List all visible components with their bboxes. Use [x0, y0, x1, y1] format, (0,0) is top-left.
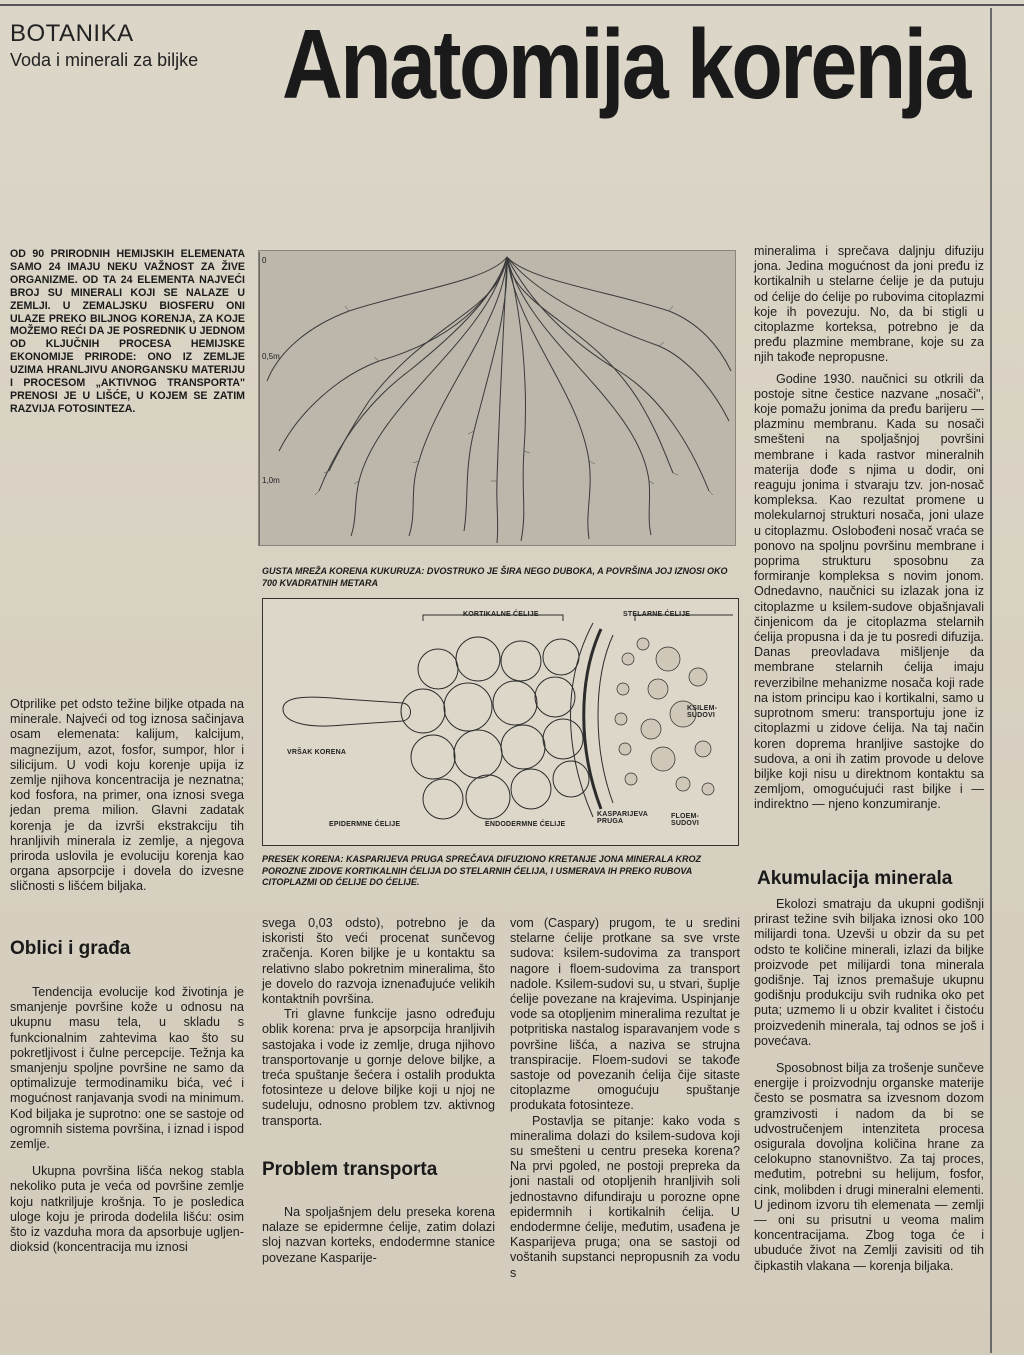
column-4-upper — [754, 244, 984, 813]
diagram-caption: PRESEK KORENA: KASPARIJEVA PRUGA SPREČAVA DIFUZIONO KRETANJE JONA MINERALA KROZ POROZNE ZIDOVE KORTIKALNIH ĆELIJA DO STELARNIH ĆELIJA, I USMERAVA IH PREKO RUBOVA CITOPLAZMI OD ĆELIJE DO ĆELIJE. — [262, 854, 702, 887]
paragraph: Tri glavne funkcije jasno određuju oblik korena: prva je apsorpcija hranljivih sastojaka i vode iz zemlje, druga njihovo transportovanje u gornje delove biljke, a treća spuštanje šećera i ostalih produkta fotosinteze u delove biljke koji u njoj ne sudeluju, odnosno problem tzv. aktivnog transporta. — [262, 1007, 495, 1128]
corn-root-photo — [258, 250, 736, 546]
paragraph: Tendencija evolucije kod životinja je smanjenje površine kože u odnosu na ukupnu masu tela, u skladu s funkcionalnim zahtevima kao što su pokretljivost i čulne percepcije. Težnja ka smanjenju spoljne površine ne samo da optimalizuje termodinamiku bića, već i mogućnost ranjavanja svodi na minimum. Kod biljaka je suprotno: one se sastoje od ogromnih sistema površina, i iznad i ispod zemlje. — [10, 985, 244, 1152]
article-lead: OD 90 PRIRODNIH HEMIJSKIH ELEMENATA SAMO 24 IMAJU NEKU VAŽNOST ZA ŽIVE ORGANIZME. OD TA 24 ELEMENTA NAJVEĆI BROJ SU MINERALI KOJI SE NALAZE U ZEMLJI. U ZEMALJSKU BIOSFERU ONI ULAZE PREKO BILJNOG KORENJA, ZA KOJE MOŽEMO REĆI DA JE POSREDNIK U JEDNOM OD KLJUČNIH PROCESA HEMIJSKE EKONOMIJE PRIRODE: ONO IZ ZEMLJE UZIMA HRANLJIVU ANORGANSKU MATERIJU I PROCESOM „AKTIVNOG TRANSPORTA" PRENOSI JE U LIŠĆE, U KOJEM SE ZATIM RAZVIJA FOTOSINTEZA. — [10, 248, 245, 415]
paragraph: Postavlja se pitanje: kako voda s mineralima dolazi do ksilem-sudova koji su smešteni u centru preseka korena? Na prvi pgoled, ne postoji prepreka da joni nastali od otopljenih hranljivih soli jednostavno difundiraju u porozne opne epidermnih i kortikalnih ćelija. U endodermne ćelije, međutim, usađena je Kasparijeva pruga; ona se sastoji od voštanih supstanci nepropusnih za vodu s — [510, 1113, 740, 1280]
heading-oblici: Oblici i građa — [10, 938, 131, 959]
depth-label-0: 0 — [262, 256, 267, 265]
heading-problem-transporta: Problem transporta — [262, 1159, 438, 1180]
root-cross-section-diagram — [262, 598, 739, 846]
paragraph: Ukupna površina lišća nekog stabla nekoliko puta je veća od površine zemlje koju natkriljuje krošnja. To je posledica uloge koju je priroda dodelila lišću: osim što iz vazduha mora da apsorbuje ugljen-dioksid (koncentracija mu iznosi — [10, 1164, 244, 1255]
depth-label-one: 1,0m — [262, 476, 280, 485]
label-endodermne: ENDODERMNE ĆELIJE — [485, 821, 566, 828]
label-vrsak: VRŠAK KORENA — [287, 749, 347, 756]
label-kasparijeva: KASPARIJEVA PRUGA — [597, 811, 648, 825]
column-1-upper — [10, 697, 244, 895]
paragraph: Ekolozi smatraju da ukupni godišnji prirast težine svih biljaka iznosi oko 100 milijardi tona. Uzevši u obzir da su pet odsto te količine minerali, izlazi da biljke proizvode pet milijardi tona minerala godišnje. Taj iznos premašuje ukupnu godišnju produkciju svih rudnika oko pet puta; uzmemo li u obzir kvalitet i čistoću proizvedenih minerala, taj odnos se još i povećava. — [754, 897, 984, 1048]
column-2-lower — [262, 1205, 495, 1266]
cross-section-drawing — [263, 599, 738, 845]
paragraph: Sposobnost bilja za trošenje sunčeve energije i proizvodnju organske materije često se posmatra sa izvesnom dozom gramzivosti i nadom da bi se udvostručenjem intenziteta procesa osigurala dovoljna količina hrane za celokupno stanovništvo. Za taj proces, međutim, potrebni su helijum, fosfor, cink, molibden i drugi mineralni elementi. U jedinom izvoru tih elemenata — zemlji — oni su prisutni u veoma malim koncentracijama. Zbog toga će i ubuduće život na Zemlji zavisiti od tih čipkastih vlakana — korenja biljaka. — [754, 1061, 984, 1273]
paragraph: svega 0,03 odsto), potrebno je da iskoristi što veći procenat sunčevog zračenja. Koren biljke je u kontaktu sa relativno slabo pokretnim mineralima, što je dovelo do razvoja iznenađujuće velikih kontaktnih površina. — [262, 916, 495, 1007]
section-label: BOTANIKA — [10, 20, 134, 47]
label-floem: FLOEM-SUDOVI — [671, 813, 700, 827]
paragraph: Na spoljašnjem delu preseka korena nalaze se epidermne ćelije, zatim dolazi sloj nazvan korteks, endodermne stanice povezane Kasparije- — [262, 1205, 495, 1265]
cell-outlines — [283, 623, 613, 819]
paragraph: mineralima i sprečava daljnju difuziju jona. Jedina mogućnost da joni pređu iz kortikalnih u stelarne ćelije je da putuju od ćelije do ćelije po rubovima citoplazmi koje ih povezuju. No, da bi stigli u citoplazme korteksa, potrebno je da pređu plazmine membrane, koje su za njih takođe nepropusne. — [754, 244, 984, 365]
article-title: Anatomija korenja — [282, 9, 969, 119]
column-3 — [510, 916, 740, 1281]
paragraph: Otprilike pet odsto težine biljke otpada na minerale. Najveći od tog iznosa sačinjava osam elemenata: kalijum, kalcijum, magnezijum, azot, fosfor, sumpor, hlor i silicijum. U vodi koju korenje upija iz zemlje njihova koncentracija je neznatna; kod fosfora, na primer, ona iznosi svega jedan prema milion. Glavni zadatak korenja je da izvrši ekstrakciju tih hranljivih minerala iz zemlje, a njegova priroda uslovila je evoluciju korenja kao organa apsorpcije i dovela do izvesne sličnosti s lišćem biljaka. — [10, 697, 244, 894]
heading-akumulacija: Akumulacija minerala — [757, 868, 953, 889]
depth-label-half: 0,5m — [262, 352, 280, 361]
label-epidermne: EPIDERMNE ĆELIJE — [329, 821, 401, 828]
paragraph: vom (Caspary) prugom, te u sredini stelarne ćelije protkane sa sve vrste sudova: ksilem-sudovima za transport nagore i floem-sudovima za transport nadole. Ksilem-sudovi su, u stvari, šuplje ćelije povezane na krajevima. Uspinjanje vode sa otopljenim mineralima rezultat je potpritiska nastalog isparavanjem vode s površine lišća, a naziva se strujna transpiracije. Floem-sudovi se takođe sastoje od povezanih ćelija čije sitaste citoplazme omogućuju spuštanje produkata fotosinteze. — [510, 916, 740, 1113]
paragraph: Godine 1930. naučnici su otkrili da postoje sitne čestice nazvane „nosači", koje pomažu jonima da pređu barijeru — plazminu membranu. Kada su nosači smešteni na spoljašnjoj površini membrane i kada rastvor mineralnih materija dođe s njima u dodir, oni reaguju jonima i stvaraju tzv. jon-nosač kompleksa. Kao rezultat promene u molekularnoj strukturi nosača, joni ulaze u citoplazmu. Oslobođeni nosač vraća se ponovo na spoljnu površinu membrane i poprima strukturu sposobnu za formiranje kompleksa s novim jonom. Odnedavno, naučnici su izlazak jona iz citoplazme u ksilem-sudove objašnjavali činjenicom da je citoplazma stelarnih ćelija propusna i da je tu posredi difuzija. Danas preovladava mišljenje da membrane stelarnih ćelija imaju reverzibilne mehanizme nosača koji rade na istom principu kao i kortikalni, samo u suprotnom smeru: transportuju jone iz citoplazmi u zidove ćelija. Na taj način koren doprema hranljive sastojke do sudova, a oni ih zatim provode u delove biljke koji nisu u direktnom kontaktu sa zemljom, omogućujući rast biljke i — indirektno — njeno konzumiranje. — [754, 371, 984, 812]
column-4-lower — [754, 897, 984, 1274]
label-stelarne: STELARNE ĆELIJE — [623, 611, 691, 618]
top-rule — [0, 4, 1024, 6]
label-ksilem: KSILEM-SUDOVI — [687, 705, 718, 719]
root-illustration — [259, 251, 735, 545]
label-kortikalne: KORTIKALNE ĆELIJE — [463, 611, 539, 618]
right-rule — [990, 8, 992, 1353]
photo-caption: GUSTA MREŽA KORENA KUKURUZA: DVOSTRUKO JE ŠIRA NEGO DUBOKA, A POVRŠINA JOJ IZNOSI OKO 700 KVADRATNIH METARA — [262, 566, 728, 588]
column-1-lower — [10, 985, 244, 1255]
column-2-upper — [262, 916, 495, 1129]
section-subtitle: Voda i minerali za biljke — [10, 50, 199, 70]
